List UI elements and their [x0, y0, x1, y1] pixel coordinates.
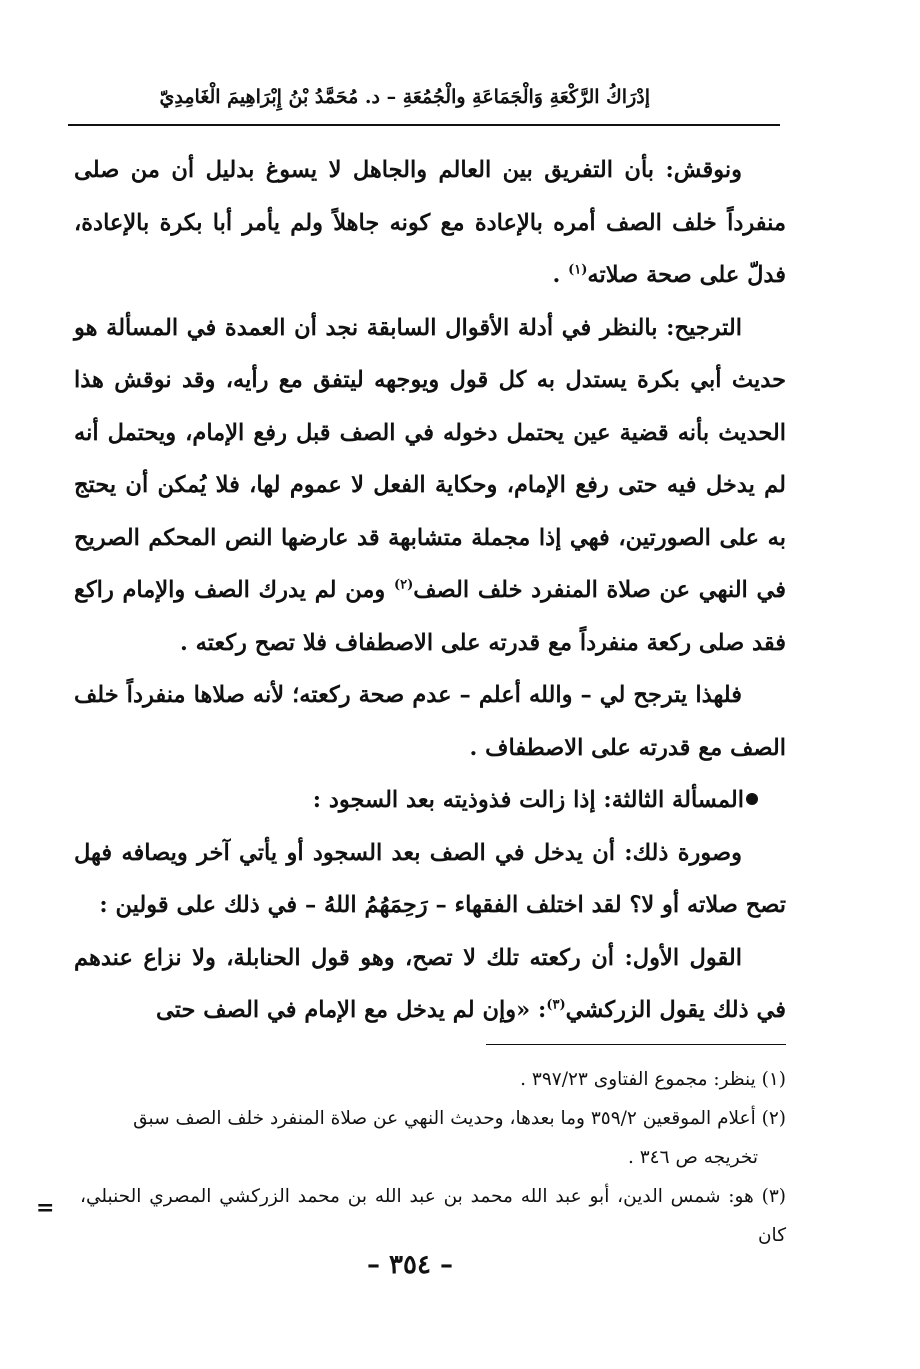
- paragraph-rebuttal: [74, 144, 786, 302]
- footnote-continuation-mark: =: [36, 1195, 55, 1221]
- footnote-ref-1[interactable]: (١): [568, 262, 588, 278]
- paragraph-tarjih: [74, 302, 786, 670]
- paragraph-quote-start: : «وإن لم يدخل مع الإمام في الصف حتى: [155, 997, 547, 1023]
- footnote-2-continued: تخريجه ص ٣٤٦ .: [627, 1147, 758, 1168]
- footnote-2: [80, 1099, 786, 1177]
- section-heading-third-issue: [74, 774, 786, 827]
- footnote-2-text: (٢) أعلام الموقعين ٣٥٩/٢ وما بعدها، وحديث النهي عن صلاة المنفرد خلف الصف سبق: [133, 1108, 786, 1129]
- paragraph-text: ونوقش: بأن التفريق بين العالم والجاهل لا يسوغ بدليل أن من صلى منفرداً خلف الصف أمره بالإعادة مع كونه جاهلاً ولم يأمر أبا بكرة بالإعادة، فدلّ على صحة صلاته: [74, 157, 786, 288]
- paragraph-conclusion: فلهذا يترجح لي – والله أعلم – عدم صحة ركعته؛ لأنه صلاها منفرداً خلف الصف مع قدرته على الاصطفاف .: [74, 682, 786, 761]
- footnote-ref-3[interactable]: (٣): [546, 997, 566, 1013]
- paragraph-text-continued: ومن لم يدرك الصف والإمام راكع فقد صلى ركعة منفرداً مع قدرته على الاصطفاف فلا تصح ركعته .: [74, 577, 786, 656]
- paragraph-text: الترجيح: بالنظر في أدلة الأقوال السابقة نجد أن العمدة في المسألة هو حديث أبي بكرة يستدل به كل قول ويوجهه ليتفق مع رأيه، وقد نوقش هذا الحديث بأنه قضية عين يحتمل دخوله في الصف قبل رفع الإمام، ويحتمل أنه لم يدخل فيه حتى رفع الإمام، وحكاية الفعل لا عموم لها، فلا يُمكن أن يحتج به على الصورتين، فهي إذا مجملة متشابهة قد عارضها النص المحكم الصريح في النهي عن صلاة المنفرد خلف الصف: [74, 314, 786, 603]
- paragraph-first-opinion: [74, 932, 786, 1037]
- footnote-ref-2[interactable]: (٢): [393, 577, 414, 593]
- main-text: [74, 144, 786, 1037]
- footnote-3: (٣) هو: شمس الدين، أبو عبد الله محمد بن عبد الله بن محمد الزركشي المصري الحنبلي، كان: [80, 1186, 786, 1246]
- footnote-1: (١) ينظر: مجموع الفتاوى ٣٩٧/٢٣ .: [520, 1069, 786, 1090]
- header-rule: [68, 124, 780, 126]
- paragraph-description: وصورة ذلك: أن يدخل في الصف بعد السجود أو يأتي آخر ويصافه فهل تصح صلاته أو لا؟ لقد اختلف الفقهاء – رَحِمَهُمُ اللهُ – في ذلك على قولين :: [74, 839, 786, 918]
- page-number: – ٣٥٤ –: [366, 1250, 454, 1280]
- paragraph-text: القول الأول: أن ركعته تلك لا تصح، وهو قول الحنابلة، ولا نزاع عندهم في ذلك يقول الزركشي: [74, 944, 786, 1023]
- bullet-icon: [746, 793, 758, 805]
- footnote-separator: [486, 1044, 786, 1045]
- running-head: إدْرَاكُ الرَّكْعَةِ وَالْجَمَاعَةِ والْجُمُعَةِ – د. مُحَمَّدُ بْنُ إِبْرَاهِيمَ الْغَامِدِيّ: [159, 86, 650, 108]
- section-heading-text: المسألة الثالثة: إذا زالت فذوذيته بعد السجود :: [312, 787, 744, 813]
- paragraph-end: .: [552, 262, 569, 288]
- footnotes: [80, 1060, 786, 1255]
